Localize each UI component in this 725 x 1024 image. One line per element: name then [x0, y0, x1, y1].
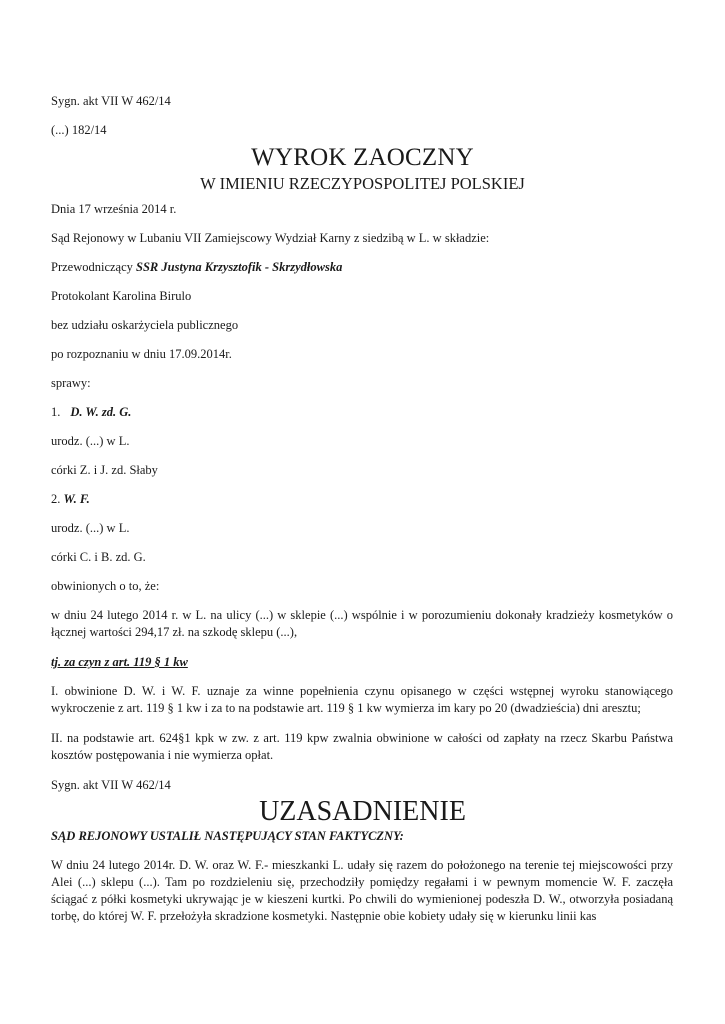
presiding-name: SSR Justyna Krzysztofik - Skrzydłowska: [136, 260, 343, 274]
judgment-date: Dnia 17 września 2014 r.: [51, 202, 177, 216]
hearing-date: po rozpoznaniu w dniu 17.09.2014r.: [51, 347, 232, 361]
judgment-subtitle: W IMIENIU RZECZYPOSPOLITEJ POLSKIEJ: [200, 174, 525, 193]
defendant-2-heading: [51, 491, 673, 508]
defendant-1-birth: urodz. (...) w L.: [51, 434, 130, 448]
defendant-1-heading: [51, 404, 673, 421]
justification-title: UZASADNIENIE: [259, 796, 466, 827]
court-clerk: Protokolant Karolina Birulo: [51, 289, 192, 303]
article-reference: tj. za czyn z art. 119 § 1 kw: [51, 655, 188, 669]
defendant-1-name: D. W. zd. G.: [70, 405, 132, 419]
charge-description: w dniu 24 lutego 2014 r. w L. na ulicy (...) w sklepie (...) wspólnie i w porozumieniu dokonały kradzieży kosmetyków o łącznej wartości 294,17 zł. na szkodę sklepu (...),: [51, 608, 673, 639]
defendant-1-number: 1.: [51, 405, 61, 419]
presiding-judge: [51, 259, 673, 276]
defendant-2-birth: urodz. (...) w L.: [51, 521, 130, 535]
presiding-label: Przewodniczący: [51, 260, 133, 274]
cases-label: sprawy:: [51, 376, 91, 390]
court-composition: Sąd Rejonowy w Lubaniu VII Zamiejscowy Wydział Karny z siedzibą w L. w składzie:: [51, 231, 490, 245]
defendant-1-parents: córki Z. i J. zd. Słaby: [51, 463, 158, 477]
defendant-2-number: 2.: [51, 492, 61, 506]
reference-number: (...) 182/14: [51, 123, 107, 137]
case-signature-2: Sygn. akt VII W 462/14: [51, 778, 171, 792]
charged-label: obwinionych o to, że:: [51, 579, 160, 593]
facts-paragraph: W dniu 24 lutego 2014r. D. W. oraz W. F.- mieszkanki L. udały się razem do położonego na terenie tej miejscowości przy Alei (...) sklepu (...). Tam po rozdzieleniu się, przechodziły pomiędzy regałami i w pewnym momencie W. F. zaczęła ściągać z półki kosmetyki ukrywając je w kieszeni kurtki. Po chwili do wymienionej podeszła D. W., otworzyła posiadaną torbę, do której W. F. przełożyła skradzione kosmetyki. Następnie obie kobiety udały się w kierunku linii kas: [51, 858, 673, 923]
prosecutor-note: bez udziału oskarżyciela publicznego: [51, 318, 239, 332]
defendant-2-parents: córki C. i B. zd. G.: [51, 550, 146, 564]
verdict-point-2: II. na podstawie art. 624§1 kpk w zw. z art. 119 kpw zwalnia obwinione w całości od zapłaty na rzecz Skarbu Państwa kosztów postępowania i nie wymierza opłat.: [51, 731, 673, 762]
case-signature: Sygn. akt VII W 462/14: [51, 94, 171, 108]
verdict-point-1: I. obwinione D. W. i W. F. uznaje za winne popełnienia czynu opisanego w części wstępnej wyroku stanowiącego wykroczenie z art. 119 § 1 kw i za to na podstawie art. 119 § 1 kw wymierza im kary po 20 (dwadzieścia) dni aresztu;: [51, 684, 673, 715]
facts-heading: SĄD REJONOWY USTALIŁ NASTĘPUJĄCY STAN FAKTYCZNY:: [51, 829, 404, 843]
judgment-title: WYROK ZAOCZNY: [251, 144, 474, 171]
defendant-2-name: W. F.: [63, 492, 90, 506]
